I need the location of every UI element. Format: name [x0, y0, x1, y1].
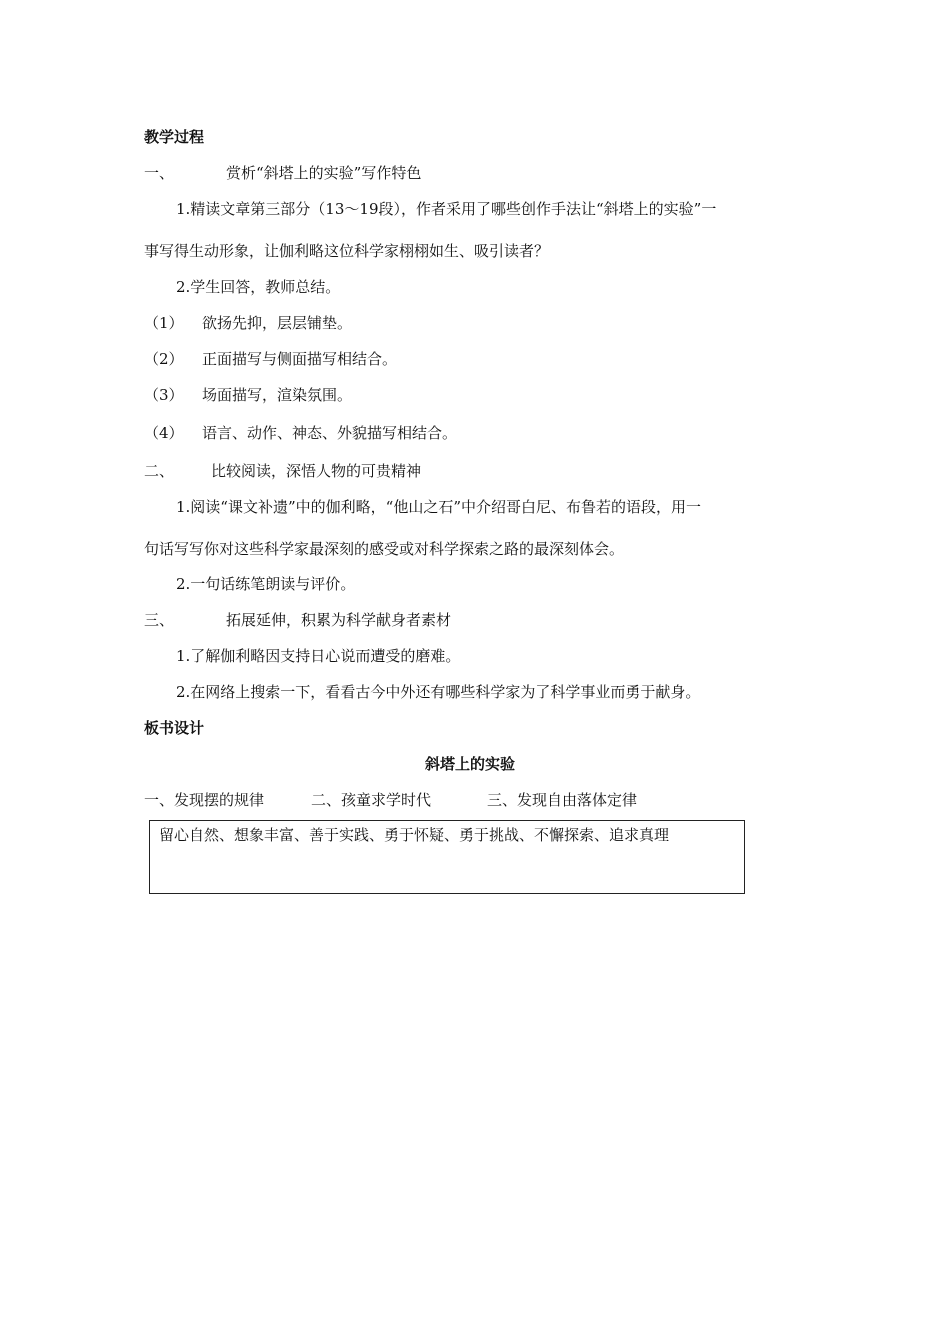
section1-item1-line2: 事写得生动形象，让伽利略这位科学家栩栩如生、吸引读者？	[144, 242, 550, 260]
point-4-text: 语言、动作、神态、外貌描写相结合。	[202, 424, 458, 442]
section2-item1-line2: 句话写写你对这些科学家最深刻的感受或对科学探索之路的最深刻体会。	[144, 540, 625, 558]
board-part-2: 二、孩童求学时代	[311, 791, 432, 809]
board-part-1: 一、发现摆的规律	[144, 791, 265, 809]
board-part-3: 三、发现自由落体定律	[487, 791, 638, 809]
section2-number: 二、	[144, 462, 175, 480]
section1-item1-line1: 1.精读文章第三部分（13～19段），作者采用了哪些创作手法让“斜塔上的实验”一	[176, 200, 717, 218]
section3-item1: 1.了解伽利略因支持日心说而遭受的磨难。	[176, 647, 461, 665]
point-3-number: （3）	[144, 386, 184, 404]
point-2-text: 正面描写与侧面描写相结合。	[202, 350, 398, 368]
section3-item2: 2.在网络上搜索一下，看看古今中外还有哪些科学家为了科学事业而勇于献身。	[176, 683, 701, 701]
board-summary-text: 留心自然、想象丰富、善于实践、勇于怀疑、勇于挑战、不懈探索、追求真理	[159, 826, 670, 844]
point-2-number: （2）	[144, 350, 184, 368]
section2-title: 比较阅读，深悟人物的可贵精神	[211, 462, 422, 480]
section2-item1-line1: 1.阅读“课文补遗”中的伽利略，“他山之石”中介绍哥白尼、布鲁若的语段，用一	[176, 498, 701, 516]
board-summary-box	[149, 820, 745, 894]
section1-number: 一、	[144, 164, 175, 182]
section3-number: 三、	[144, 611, 175, 629]
section2-item2: 2.一句话练笔朗读与评价。	[176, 575, 356, 593]
section3-title: 拓展延伸，积累为科学献身者素材	[226, 611, 452, 629]
point-1-number: （1）	[144, 314, 184, 332]
section1-title: 赏析“斜塔上的实验”写作特色	[226, 164, 422, 182]
section1-item2: 2.学生回答，教师总结。	[176, 278, 341, 296]
point-1-text: 欲扬先抑，层层铺垫。	[202, 314, 353, 332]
board-title: 斜塔上的实验	[425, 755, 516, 773]
board-heading: 板书设计	[144, 719, 205, 737]
process-heading: 教学过程	[144, 128, 205, 146]
point-3-text: 场面描写，渲染氛围。	[202, 386, 353, 404]
point-4-number: （4）	[144, 424, 184, 442]
